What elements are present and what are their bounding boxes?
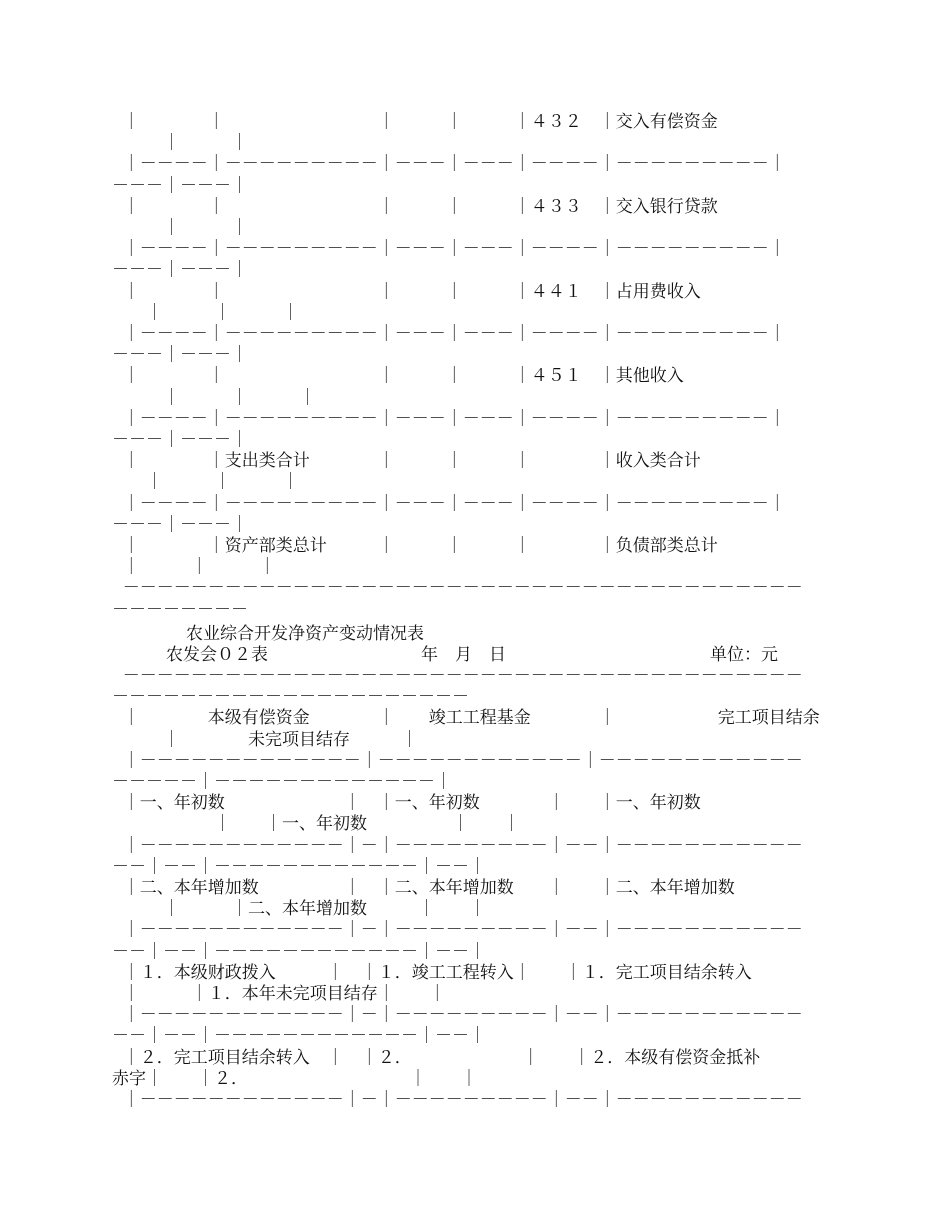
- table-line: ｜ ｜ ｜ ｜ ｜４３３ ｜交入银行贷款: [112, 196, 718, 217]
- table-line: －－－｜－－－｜: [112, 345, 248, 366]
- table-line: ｜ ｜二、本年增加数 ｜ ｜: [112, 899, 486, 920]
- table-line: ｜ ｜ ｜: [112, 302, 299, 323]
- table-line: ｜ ｜支出类合计 ｜ ｜ ｜ ｜收入类合计: [112, 451, 701, 472]
- table-line: －－｜－－｜－－－－－－－－－－－－｜－－｜: [112, 1026, 486, 1047]
- table-line: ｜ ｜资产部类总计 ｜ ｜ ｜ ｜负债部类总计: [112, 536, 718, 556]
- table-line: ｜ ｜１．本年未完项目结存｜ ｜: [112, 984, 446, 1004]
- table-line: ｜－－－－－－－－－－－－｜－｜－－－－－－－－－｜－－｜－－－－－－－－－－－: [112, 1005, 803, 1026]
- table-line: ｜１．本级财政拨入 ｜ ｜１．竣工工程转入｜ ｜１．完工项目结余转入: [112, 962, 752, 983]
- table-line: ｜一、年初数 ｜ ｜一、年初数 ｜ ｜一、年初数: [112, 793, 701, 814]
- table-line: －－－－－－－－－－－－－－－－－－－－－－－－－－－－－－－－－－－－－－－－: [112, 666, 803, 686]
- table-line: ｜－－－－－－－－－－－－－｜－－－－－－－－－－－－｜－－－－－－－－－－－－: [112, 750, 803, 771]
- table-line: －－－－－－－－: [112, 599, 248, 620]
- table-line: ｜ 未完项目结存 ｜: [112, 729, 418, 750]
- table-line: ｜ ｜一、年初数 ｜ ｜: [112, 814, 520, 835]
- table-line: －－－｜－－－｜: [112, 260, 248, 281]
- table-line: －－｜－－｜－－－－－－－－－－－－｜－－｜: [112, 856, 486, 877]
- table-line: 赤字｜ ｜２． ｜ ｜: [112, 1068, 478, 1089]
- table-line: －－｜－－｜－－－－－－－－－－－－｜－－｜: [112, 941, 486, 962]
- table-line: ｜－－－－－－－－－－－－｜－｜－－－－－－－－－｜－－｜－－－－－－－－－－－: [112, 1090, 803, 1110]
- table-line: ｜ ｜ ｜: [112, 472, 299, 493]
- table-line: ｜－－－－｜－－－－－－－－－｜－－－｜－－－｜－－－－｜－－－－－－－－－｜: [112, 408, 786, 429]
- table-line: ｜ ｜ ｜: [112, 387, 316, 408]
- table-line: ｜２．完工项目结余转入 ｜ ｜２． ｜ ｜２．本级有偿资金抵补: [112, 1047, 761, 1068]
- table-line: －－－－－－－－－－－－－－－－－－－－－－－－－－－－－－－－－－－－－－－－: [112, 578, 803, 599]
- table-line: ｜ ｜: [112, 218, 248, 238]
- table-line: ｜－－－－－－－－－－－－｜－｜－－－－－－－－－｜－－｜－－－－－－－－－－－: [112, 920, 803, 941]
- table-line: ｜－－－－｜－－－－－－－－－｜－－－｜－－－｜－－－－｜－－－－－－－－－｜: [112, 493, 786, 514]
- table-line: ｜二、本年增加数 ｜ ｜二、本年增加数 ｜ ｜二、本年增加数: [112, 878, 735, 898]
- form-title: 农业综合开发净资产变动情况表: [186, 624, 424, 644]
- table-line: ｜ ｜ ｜ ｜ ｜４３２ ｜交入有偿资金: [112, 112, 718, 132]
- table-line: ｜－－－－｜－－－－－－－－－｜－－－｜－－－｜－－－－｜－－－－－－－－－｜: [112, 239, 786, 260]
- table-line: ｜ 本级有偿资金 ｜ 竣工工程基金 ｜ 完工项目结余: [112, 708, 820, 729]
- table-line: ｜ ｜ ｜: [112, 557, 276, 578]
- table-line: ｜－－－－｜－－－－－－－－－｜－－－｜－－－｜－－－－｜－－－－－－－－－｜: [112, 154, 786, 175]
- table-line: －－－｜－－－｜: [112, 514, 248, 535]
- form-info: 农发会０２表 年 月 日 单位：元: [166, 645, 778, 665]
- table-line: －－－－－｜－－－－－－－－－－－－－｜: [112, 772, 452, 792]
- table-line: ｜ ｜ ｜ ｜ ｜４５１ ｜其他收入: [112, 366, 684, 387]
- table-line: ｜－－－－｜－－－－－－－－－｜－－－｜－－－｜－－－－｜－－－－－－－－－｜: [112, 324, 786, 344]
- table-line: －－－－－－－－－－－－－－－－－－－－－: [112, 687, 469, 708]
- table-line: ｜ ｜: [112, 133, 248, 154]
- table-line: ｜－－－－－－－－－－－－｜－｜－－－－－－－－－｜－－｜－－－－－－－－－－－: [112, 835, 803, 856]
- table-line: －－－｜－－－｜: [112, 430, 248, 450]
- table-line: －－－｜－－－｜: [112, 175, 248, 196]
- table-line: ｜ ｜ ｜ ｜ ｜４４１ ｜占用费收入: [112, 281, 701, 302]
